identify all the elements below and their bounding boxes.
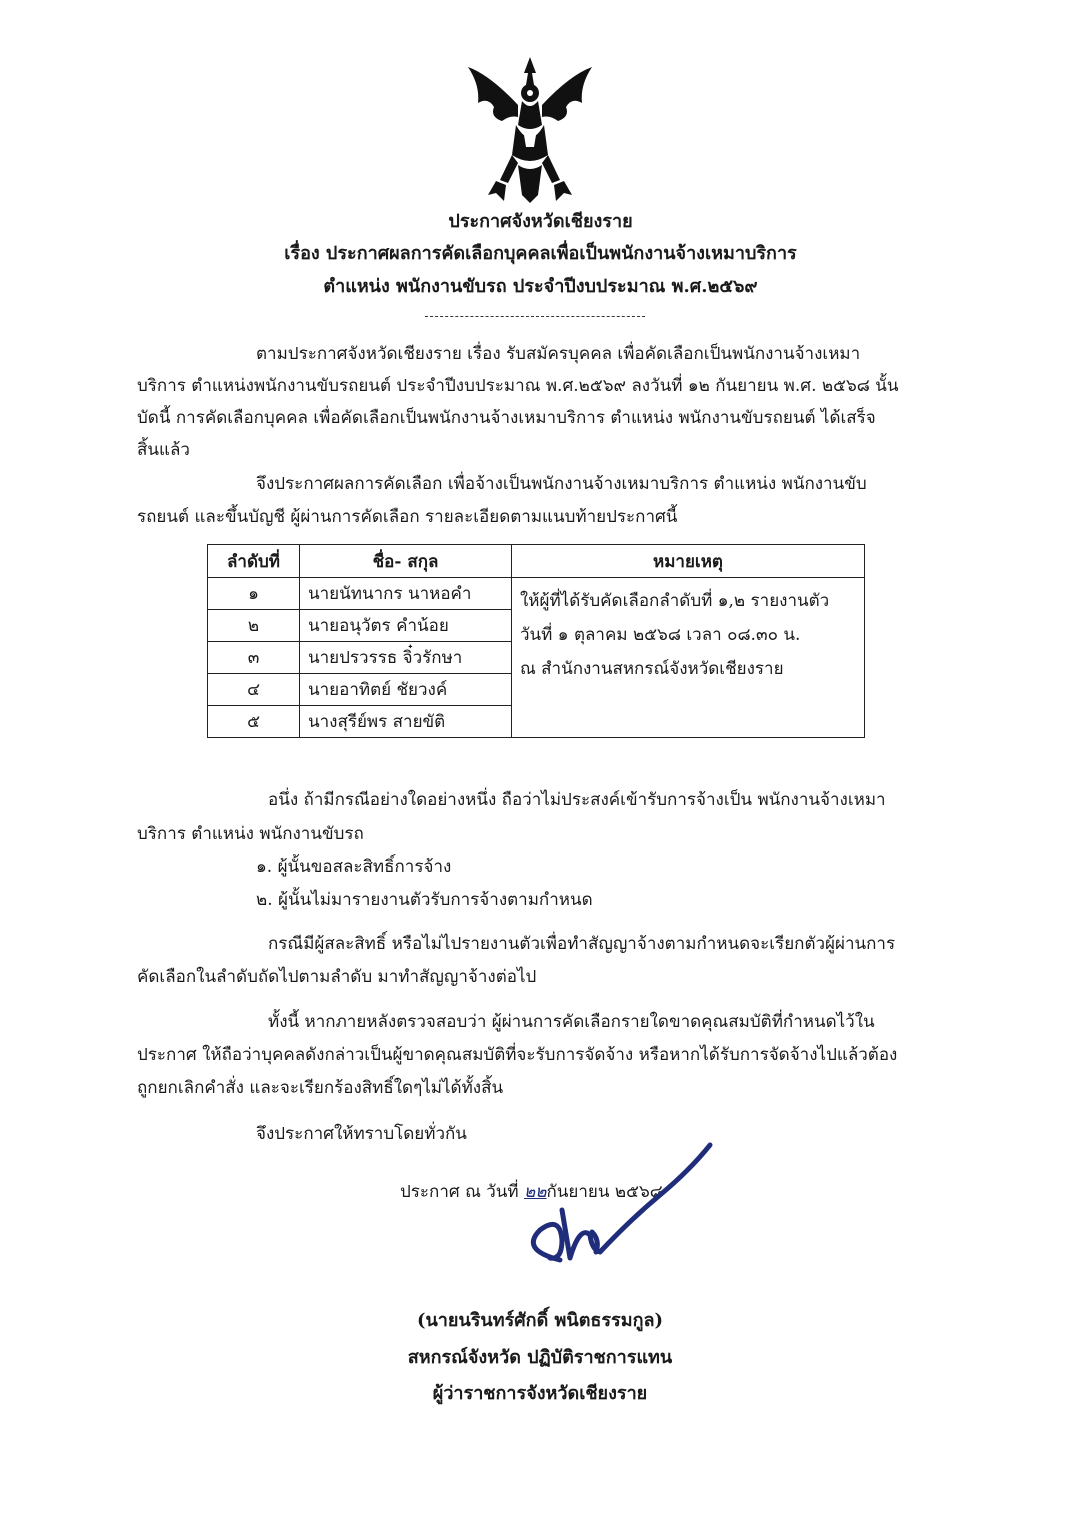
row-name: นายอนุวัตร คำน้อย: [300, 610, 512, 642]
row-name: นางสุรีย์พร สายขัติ: [300, 706, 512, 738]
doc-subject: เรื่อง ประกาศผลการคัดเลือกบุคคลเพื่อเป็นพนักงานจ้างเหมาบริการ: [284, 243, 797, 264]
col-header-name: ชื่อ- สกุล: [300, 545, 512, 578]
para1-line: สิ้นแล้ว: [137, 440, 190, 460]
signer-role: สหกรณ์จังหวัด ปฏิบัติราชการแทน: [407, 1347, 673, 1368]
row-no: ๒: [208, 610, 300, 642]
para4-line: คัดเลือกในลำดับถัดไปตามลำดับ มาทำสัญญาจ้างต่อไป: [137, 967, 537, 987]
date-rest: กันยายน ๒๕๖๘: [546, 1182, 663, 1202]
para5-line: ถูกยกเลิกคำสั่ง และจะเรียกร้องสิทธิ์ใดๆไม่ได้ทั้งสิ้น: [137, 1078, 504, 1098]
row-no: ๔: [208, 674, 300, 706]
date-prefix: ประกาศ ณ วันที่: [400, 1182, 519, 1202]
para1-line: บริการ ตำแหน่งพนักงานขับรถยนต์ ประจำปีงบประมาณ พ.ศ.๒๕๖๙ ลงวันที่ ๑๒ กันยายน พ.ศ. ๒๕๖๘ นั้น: [137, 376, 899, 396]
note-cell: [512, 578, 865, 738]
para4-line: กรณีมีผู้สละสิทธิ์ หรือไม่ไปรายงานตัวเพื่อทำสัญญาจ้างตามกำหนดจะเรียกตัวผู้ผ่านการ: [268, 934, 896, 954]
signer-name: (นายนรินทร์ศักดิ์ พนิตธรรมกูล): [416, 1310, 664, 1331]
doc-position: ตำแหน่ง พนักงานขับรถ ประจำปีงบประมาณ พ.ศ.๒๕๖๙: [323, 276, 758, 297]
header-divider: [425, 316, 645, 317]
condition-item: ๑. ผู้นั้นขอสละสิทธิ์การจ้าง: [256, 857, 452, 877]
results-table: [207, 544, 865, 738]
row-name: นายปรวรรธ จิ๋วรักษา: [300, 642, 512, 674]
note-line: ให้ผู้ที่ได้รับคัดเลือกลำดับที่ ๑,๒ รายงานตัว: [520, 591, 830, 611]
handwritten-signature-icon: [500, 1140, 750, 1300]
para2-line: จึงประกาศผลการคัดเลือก เพื่อจ้างเป็นพนักงานจ้างเหมาบริการ ตำแหน่ง พนักงานขับ: [256, 474, 867, 494]
closing-text: จึงประกาศให้ทราบโดยทั่วกัน: [256, 1124, 467, 1144]
table-header-row: [208, 545, 865, 578]
para5-line: ประกาศ ให้ถือว่าบุคคลดังกล่าวเป็นผู้ขาดคุณสมบัติที่จะรับการจัดจ้าง หรือหากได้รับการจัดจ้างไปแล้วต้อง: [137, 1045, 898, 1065]
note-line: วันที่ ๑ ตุลาคม ๒๕๖๘ เวลา ๐๘.๓๐ น.: [520, 625, 801, 645]
col-header-note: หมายเหตุ: [512, 545, 865, 578]
row-no: ๑: [208, 578, 300, 610]
row-no: ๕: [208, 706, 300, 738]
para3-line: บริการ ตำแหน่ง พนักงานขับรถ: [137, 824, 364, 844]
row-name: นายอาทิตย์ ชัยวงค์: [300, 674, 512, 706]
date-day: ๒๒: [524, 1182, 547, 1202]
para1-line: ตามประกาศจังหวัดเชียงราย เรื่อง รับสมัครบุคคล เพื่อคัดเลือกเป็นพนักงานจ้างเหมา: [256, 344, 861, 364]
note-line: ณ สำนักงานสหกรณ์จังหวัดเชียงราย: [520, 659, 784, 679]
table-row: [208, 578, 865, 610]
para5-line: ทั้งนี้ หากภายหลังตรวจสอบว่า ผู้ผ่านการคัดเลือกรายใดขาดคุณสมบัติที่กำหนดไว้ใน: [268, 1012, 875, 1032]
para1-line: บัดนี้ การคัดเลือกบุคคล เพื่อคัดเลือกเป็นพนักงานจ้างเหมาบริการ ตำแหน่ง พนักงานขับรถยนต์ ได้เสร็จ: [137, 408, 876, 428]
col-header-no: ลำดับที่: [208, 545, 300, 578]
row-name: นายนัทนากร นาหอคำ: [300, 578, 512, 610]
signer-office: ผู้ว่าราชการจังหวัดเชียงราย: [432, 1383, 648, 1404]
condition-item: ๒. ผู้นั้นไม่มารายงานตัวรับการจ้างตามกำหนด: [256, 890, 593, 910]
garuda-emblem-icon: [460, 55, 600, 205]
para2-line: รถยนต์ และขึ้นบัญชี ผู้ผ่านการคัดเลือก รายละเอียดตามแนบท้ายประกาศนี้: [137, 507, 678, 527]
doc-title: ประกาศจังหวัดเชียงราย: [448, 211, 633, 232]
para3-line: อนึ่ง ถ้ามีกรณีอย่างใดอย่างหนึ่ง ถือว่าไม่ประสงค์เข้ารับการจ้างเป็น พนักงานจ้างเหมา: [268, 790, 886, 810]
row-no: ๓: [208, 642, 300, 674]
